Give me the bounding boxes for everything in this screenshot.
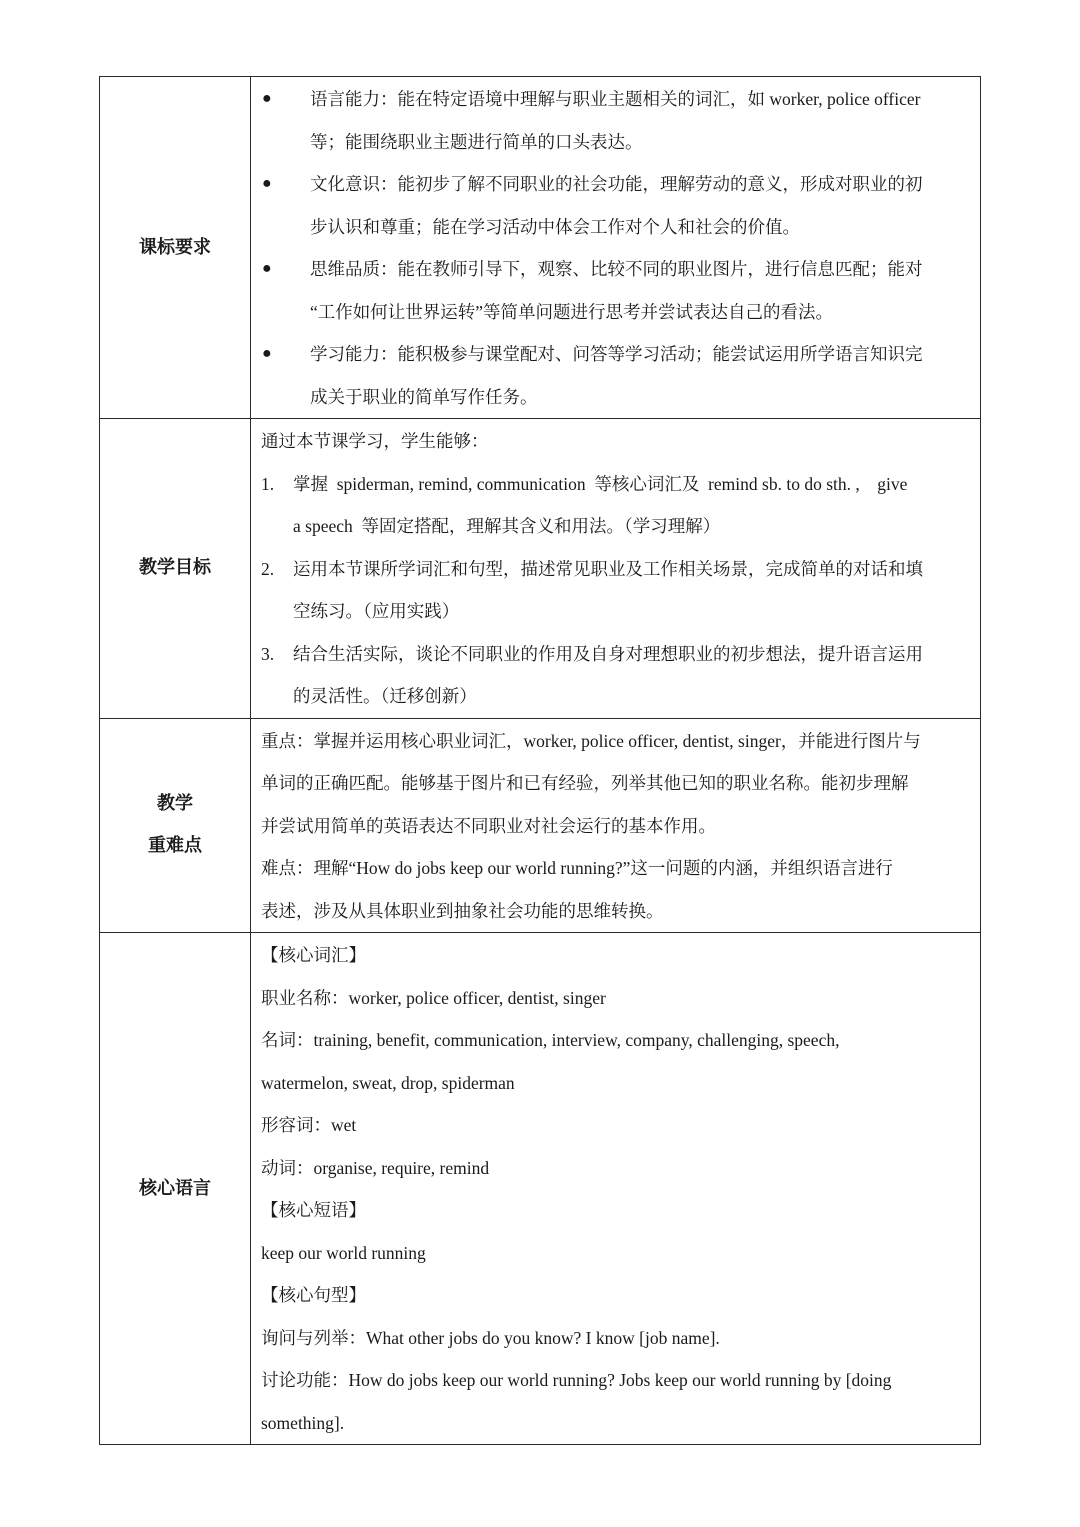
- core-vocab-heading: 【核心词汇】: [261, 945, 366, 965]
- bullet-icon: ●: [262, 345, 272, 362]
- objective-line: 掌握 spiderman, remind, communication 等核心词汇及 remind sb. to do sth. , give: [293, 473, 908, 494]
- key-points-content: [251, 718, 981, 933]
- curriculum-item-learning: [261, 333, 970, 418]
- curriculum-line: 成关于职业的简单写作任务。: [310, 386, 538, 407]
- curriculum-item-culture: [261, 163, 970, 248]
- objectives-label: 教学目标: [100, 419, 251, 719]
- core-language-label: 核心语言: [100, 933, 251, 1445]
- objective-item-1: [261, 463, 970, 548]
- row-core-language: [100, 933, 981, 1445]
- bullet-icon: ●: [262, 175, 272, 192]
- bullet-icon: ●: [262, 90, 272, 107]
- key-points-line: 单词的正确匹配。能够基于图片和已有经验，列举其他已知的职业名称。能初步理解: [261, 773, 909, 793]
- core-sentence-heading: 【核心句型】: [261, 1285, 366, 1305]
- key-points-line: 并尝试用简单的英语表达不同职业对社会运行的基本作用。: [261, 815, 716, 836]
- key-points-line: 难点：理解“How do jobs keep our world running?”这一问题的内涵，并组织语言进行: [261, 858, 893, 878]
- curriculum-content: [251, 77, 981, 419]
- core-language-line: 形容词：wet: [261, 1115, 357, 1135]
- objectives-content: [251, 419, 981, 719]
- objective-number: 2.: [261, 558, 275, 579]
- core-language-line: 动词：organise, require, remind: [261, 1157, 490, 1178]
- objective-line: a speech 等固定搭配，理解其含义和用法。（学习理解）: [293, 516, 721, 536]
- core-language-content: [251, 933, 981, 1445]
- key-points-line: 重点：掌握并运用核心职业词汇，worker, police officer, dentist, singer，并能进行图片与: [261, 730, 921, 751]
- core-language-line: 讨论功能：How do jobs keep our world running? Jobs keep our world running by [doing: [261, 1370, 892, 1390]
- row-key-difficult-points: [100, 718, 981, 933]
- curriculum-item-language: [261, 78, 970, 163]
- core-language-line: 询问与列举：What other jobs do you know? I know [job name].: [261, 1327, 720, 1348]
- objective-line: 的灵活性。（迁移创新）: [293, 686, 477, 706]
- curriculum-line: 语言能力：能在特定语境中理解与职业主题相关的词汇，如 worker, police officer: [310, 89, 921, 109]
- core-language-line: watermelon, sweat, drop, spiderman: [261, 1072, 515, 1093]
- objective-number: 1.: [261, 473, 275, 494]
- curriculum-item-thinking: [261, 248, 970, 333]
- objective-item-3: [261, 633, 970, 718]
- key-points-label-line1: 教学: [157, 793, 193, 815]
- curriculum-label: 课标要求: [100, 77, 251, 419]
- key-points-label-line2: 重难点: [148, 835, 202, 857]
- curriculum-line: 思维品质：能在教师引导下，观察、比较不同的职业图片，进行信息匹配；能对: [310, 259, 923, 279]
- objective-line: 结合生活实际，谈论不同职业的作用及自身对理想职业的初步想法，提升语言运用: [293, 643, 923, 664]
- lesson-plan-table: [99, 76, 981, 1445]
- key-points-line: 表述，涉及从具体职业到抽象社会功能的思维转换。: [261, 900, 664, 921]
- objectives-intro: 通过本节课学习，学生能够：: [261, 431, 489, 451]
- curriculum-line: 等；能围绕职业主题进行简单的口头表达。: [310, 131, 643, 152]
- curriculum-line: 步认识和尊重；能在学习活动中体会工作对个人和社会的价值。: [310, 216, 800, 237]
- core-language-line: 名词：training, benefit, communication, interview, company, challenging, speech,: [261, 1030, 840, 1050]
- objective-item-2: [261, 548, 970, 633]
- row-teaching-objectives: [100, 419, 981, 719]
- core-language-line: something].: [261, 1412, 345, 1433]
- curriculum-line: 学习能力：能积极参与课堂配对、问答等学习活动；能尝试运用所学语言知识完: [310, 344, 923, 364]
- objective-line: 运用本节课所学词汇和句型，描述常见职业及工作相关场景，完成简单的对话和填: [293, 558, 923, 579]
- objective-number: 3.: [261, 643, 275, 664]
- row-curriculum-requirements: [100, 77, 981, 419]
- objective-line: 空练习。（应用实践）: [293, 601, 460, 621]
- core-language-line: 职业名称：worker, police officer, dentist, singer: [261, 987, 606, 1008]
- curriculum-line: “工作如何让世界运转”等简单问题进行思考并尝试表达自己的看法。: [310, 301, 834, 322]
- core-phrase-heading: 【核心短语】: [261, 1200, 366, 1220]
- key-points-label: [100, 718, 251, 933]
- curriculum-line: 文化意识：能初步了解不同职业的社会功能，理解劳动的意义，形成对职业的初: [310, 174, 923, 194]
- bullet-icon: ●: [262, 260, 272, 277]
- core-language-line: keep our world running: [261, 1242, 426, 1263]
